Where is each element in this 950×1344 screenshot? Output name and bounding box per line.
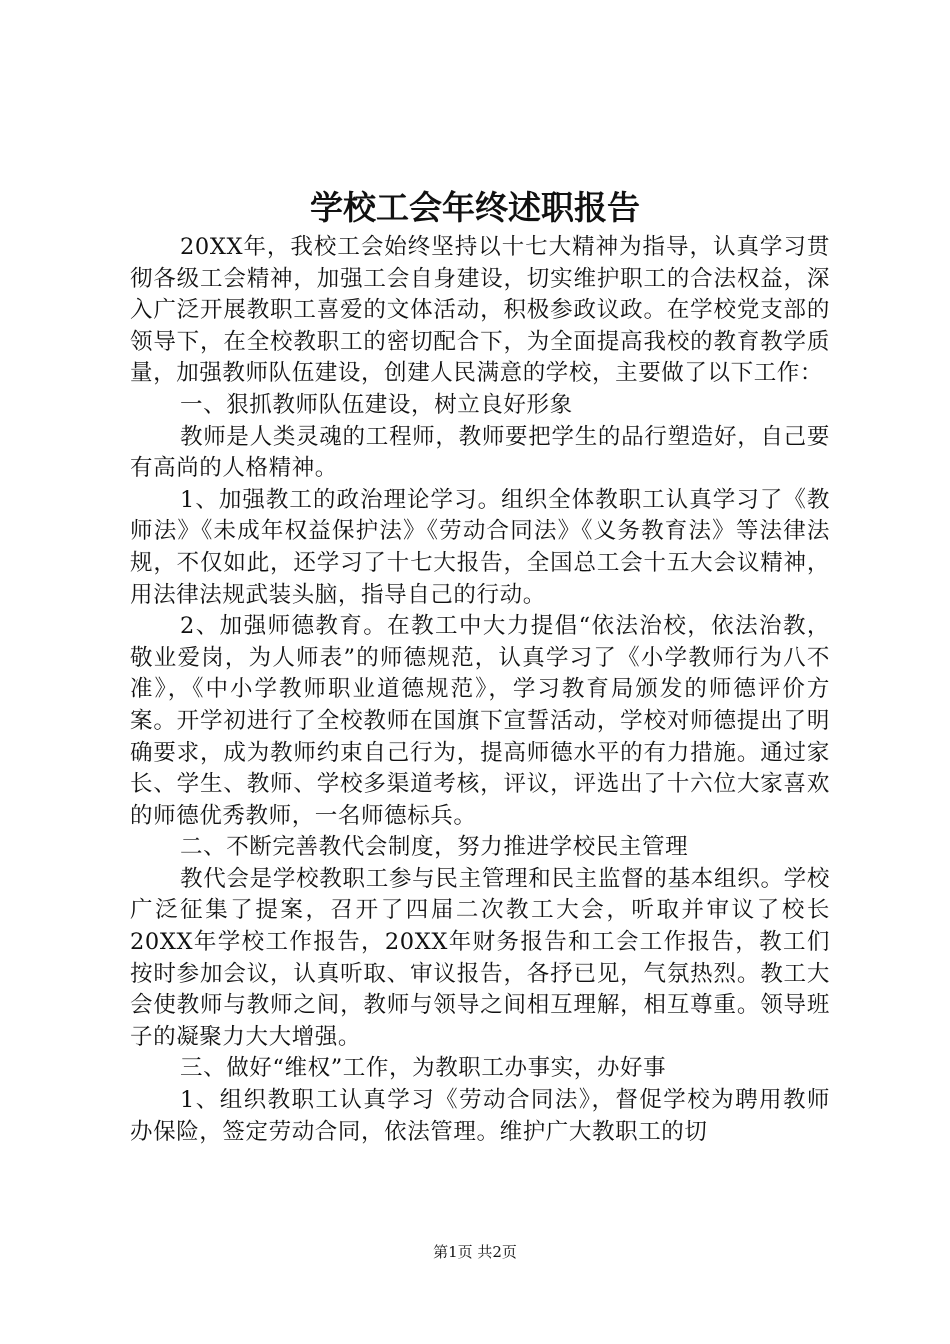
body-paragraph: 2、加强师德教育。在教工中大力提倡“依法治校，依法治教，敬业爱岗，为人师表”的师德规范，认真学习了《小学教师行为八不准》，《中小学教师职业道德规范》，学习教育局颁发的师德评价方案。开学初进行了全校教师在国旗下宣誓活动，学校对师德提出了明确要求，成为教师约束自己行为，提高师德水平的有力措施。通过家长、学生、教师、学校多渠道考核，评议，评选出了十六位大家喜欢的师德优秀教师，一名师德标兵。	[130, 613, 830, 829]
section-heading-3: 三、做好“维权”工作，为教职工办事实，办好事	[180, 1055, 667, 1082]
body-paragraph: 教代会是学校教职工参与民主管理和民主监督的基本组织。学校广泛征集了提案，召开了四届二次教工大会，听取并审议了校长20XX年学校工作报告，20XX年财务报告和工会工作报告，教工们按时参加会议，认真听取、审议报告，各抒已见，气氛热烈。教工大会使教师与教师之间，教师与领导之间相互理解，相互尊重。领导班子的凝聚力大大增强。	[130, 865, 830, 1050]
page-footer: 第1页 共2页	[433, 1243, 517, 1261]
body-paragraph: 教师是人类灵魂的工程师，教师要把学生的品行塑造好，自己要有高尚的人格精神。	[130, 423, 830, 482]
intro-paragraph: 20XX年，我校工会始终坚持以十七大精神为指导，认真学习贯彻各级工会精神，加强工会自身建设，切实维护职工的合法权益，深入广泛开展教职工喜爱的文体活动，积极参政议政。在学校党支部的领导下，在全校教职工的密切配合下，为全面提高我校的教育教学质量，加强教师队伍建设，创建人民满意的学校，主要做了以下工作：	[130, 234, 830, 387]
section-heading-2: 二、不断完善教代会制度，努力推进学校民主管理	[180, 834, 689, 861]
document-body	[130, 232, 830, 1148]
section-heading-1: 一、狠抓教师队伍建设，树立良好形象	[180, 391, 573, 418]
body-paragraph: 1、组织教职工认真学习《劳动合同法》，督促学校为聘用教师办保险，签定劳动合同，依法管理。维护广大教职工的切	[130, 1087, 830, 1145]
document-title: 学校工会年终述职报告	[310, 188, 640, 227]
body-paragraph: 1、加强教工的政治理论学习。组织全体教职工认真学习了《教师法》《未成年权益保护法》《劳动合同法》《义务教育法》等法律法规，不仅如此，还学习了十七大报告，全国总工会十五大会议精神，用法律法规武装头脑，指导自己的行动。	[130, 486, 830, 608]
